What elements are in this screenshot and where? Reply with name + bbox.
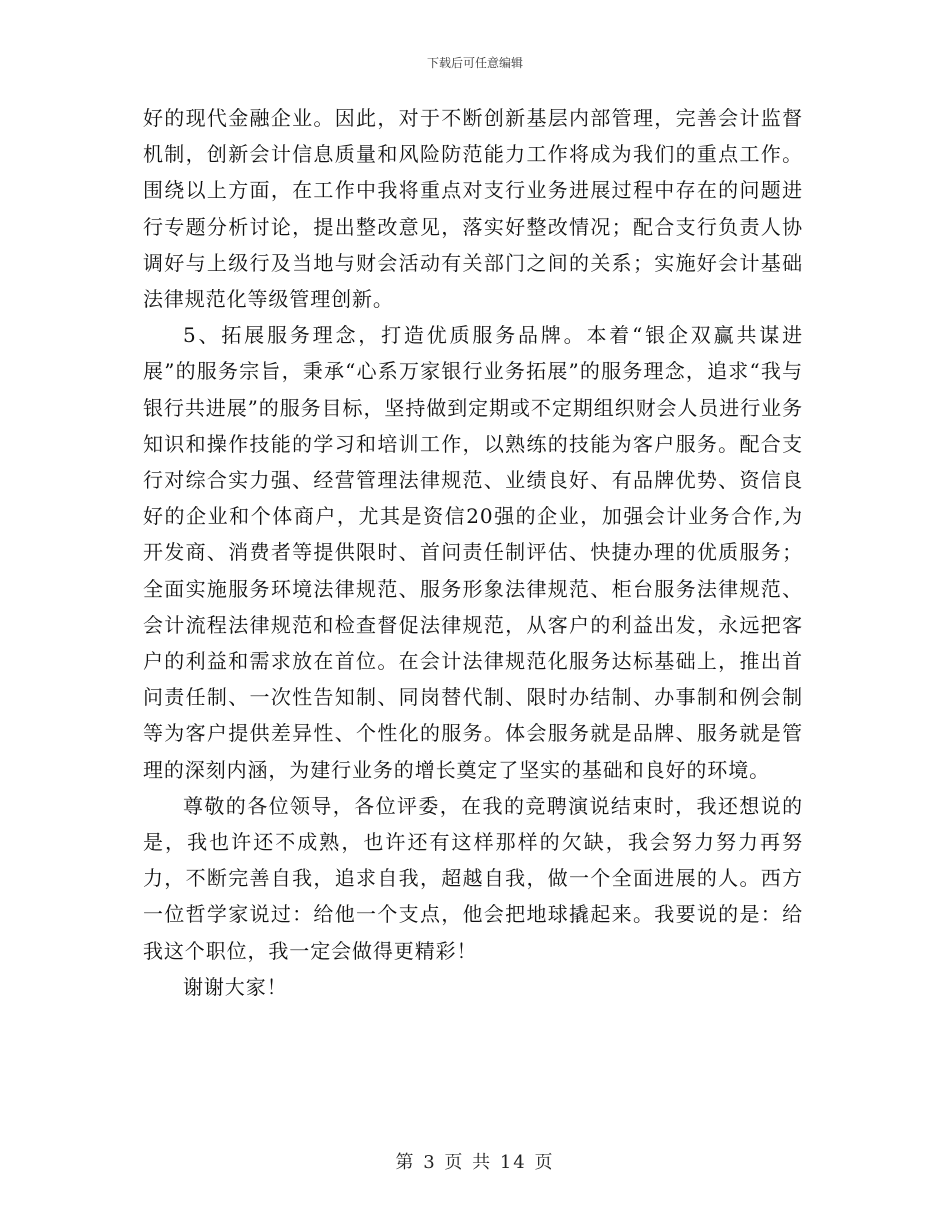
paragraph-thanks: 谢谢大家！ [183,974,288,999]
page-number-footer: 第 3 页 共 14 页 [395,1152,555,1173]
page-header: 下载后可任意编辑 [426,56,523,70]
paragraph-continuation: 好的现代金融企业。因此，对于不断创新基层内部管理，完善会计监督机制，创新会计信息质量和风险防范能力工作将成为我们的重点工作。围绕以上方面，在工作中我将重点对支行业务进展过程中存在的问题进行专题分析讨论，提出整改意见，落实好整改情况；配合支行负责人协调好与上级行及当地与财会活动有关部门之间的关系；实施好会计基础法律规范化等级管理创新。 [143,106,803,312]
document-body [143,100,803,1005]
paragraph-service-brand: 5、拓展服务理念，打造优质服务品牌。本着“银企双赢共谋进展”的服务宗旨，秉承“心系万家银行业务拓展”的服务理念，追求“我与银行共进展”的服务目标，坚持做到定期或不定期组织财会人员进行业务知识和操作技能的学习和培训工作，以熟练的技能为客户服务。配合支行对综合实力强、经营管理法律规范、业绩良好、有品牌优势、资信良好的企业和个体商户，尤其是资信20强的企业，加强会计业务合作,为开发商、消费者等提供限时、首问责任制评估、快捷办理的优质服务；全面实施服务环境法律规范、服务形象法律规范、柜台服务法律规范、会计流程法律规范和检查督促法律规范，从客户的利益出发，永远把客户的利益和需求放在首位。在会计法律规范化服务达标基础上，推出首问责任制、一次性告知制、同岗替代制、限时办结制、办事制和例会制等为客户提供差异性、个性化的服务。体会服务就是品牌、服务就是管理的深刻内涵，为建行业务的增长奠定了坚实的基础和良好的环境。 [143,323,803,782]
paragraph-closing-remarks: 尊敬的各位领导，各位评委，在我的竞聘演说结束时，我还想说的是，我也许还不成熟，也许还有这样那样的欠缺，我会努力努力再努力，不断完善自我，追求自我，超越自我，做一个全面进展的人。西方一位哲学家说过：给他一个支点，他会把地球撬起来。我要说的是：给我这个职位，我一定会做得更精彩！ [143,793,803,963]
